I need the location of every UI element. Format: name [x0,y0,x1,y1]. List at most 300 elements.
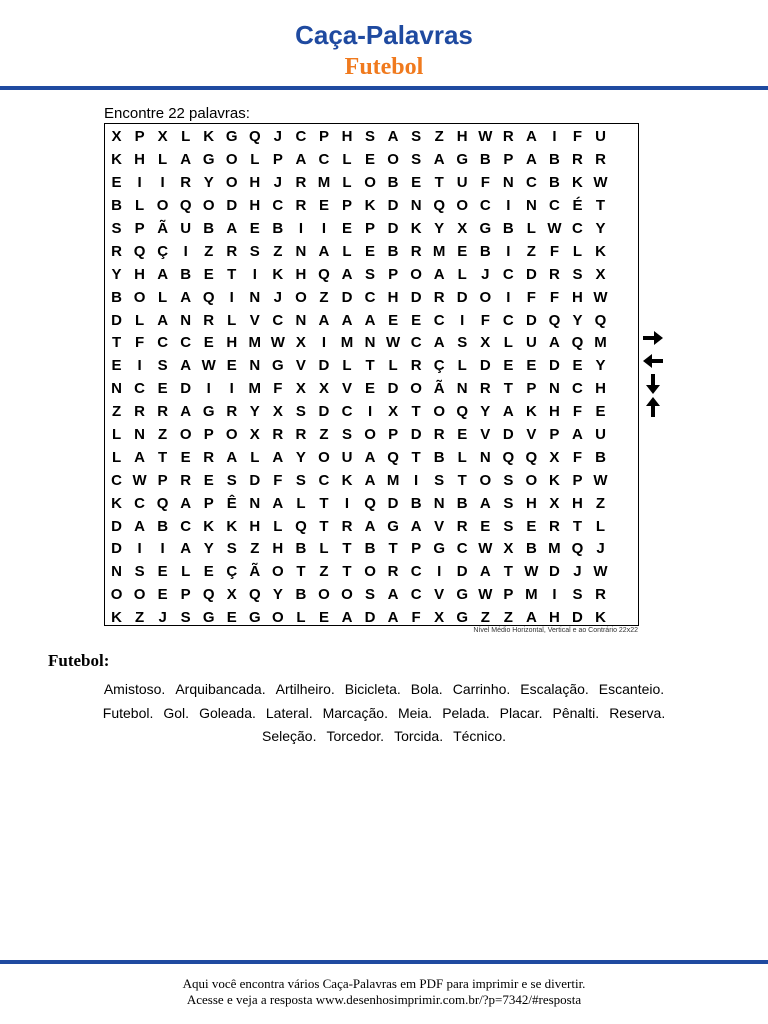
grid-cell: A [226,448,238,466]
grid-cell: Q [594,311,607,329]
grid-row [105,401,640,424]
grid-row [105,584,640,607]
grid-cell: M [386,471,400,489]
grid-cell: K [572,174,583,192]
grid-cell: C [134,380,145,398]
grid-cell: L [181,128,191,146]
grid-cell: T [388,540,398,558]
grid-cell: Y [203,540,214,558]
puzzle-instructions: Encontre 22 palavras: [104,105,250,122]
word-item: Reserva. [609,704,666,721]
grid-cell: L [158,151,168,169]
grid-row [105,149,640,172]
grid-cell: A [157,311,169,329]
grid-cell: A [525,128,537,146]
grid-cell: E [226,609,237,627]
grid-cell: E [226,357,237,375]
grid-cell: H [548,403,560,421]
grid-cell: Q [295,517,307,535]
grid-cell: X [549,448,560,466]
grid-cell: O [456,197,469,215]
grid-cell: H [134,265,145,283]
grid-cell: Z [250,540,260,558]
grid-cell: Z [526,242,536,260]
grid-cell: O [364,174,376,192]
grid-cell: G [225,128,238,146]
grid-cell: E [411,311,422,329]
grid-cell: D [364,609,376,627]
grid-cell: X [157,128,168,146]
grid-cell: E [111,174,122,192]
grid-cell: S [503,517,514,535]
grid-cell: S [457,334,468,352]
grid-cell: L [457,265,467,283]
grid-cell: H [249,174,261,192]
grid-cell: L [273,517,283,535]
word-item: Escanteio. [598,681,665,697]
grid-cell: Q [456,403,469,421]
grid-cell: D [111,517,122,535]
grid-cell: W [593,174,608,192]
grid-cell: K [410,220,422,237]
word-item: Gol. [163,704,190,721]
grid-cell: L [296,609,306,627]
grid-cell: X [457,220,468,237]
grid-cell: I [229,380,234,398]
grid-cell: Z [319,288,329,306]
grid-cell: I [160,540,165,558]
grid-cell: J [273,288,283,306]
grid-cell: N [433,494,445,512]
grid-cell: Q [387,448,399,466]
grid-cell: B [456,494,468,512]
grid-cell: P [388,265,399,283]
grid-cell: A [341,311,353,329]
grid-cell: P [503,586,514,604]
grid-cell: E [203,265,214,283]
grid-cell: E [503,357,514,375]
grid-cell: A [157,265,169,283]
grid-row [105,446,640,469]
grid-cell: D [318,403,330,421]
grid-cell: E [249,220,260,237]
grid-cell: H [548,609,560,627]
grid-cell: T [319,517,329,535]
grid-cell: O [410,380,422,398]
arrow-left-icon [642,349,664,372]
grid-cell: Ê [226,494,237,512]
grid-cell: A [548,334,560,352]
grid-cell: I [344,494,350,512]
grid-cell: R [433,426,445,444]
grid-cell: E [411,174,422,192]
grid-cell: R [387,563,399,581]
word-list [40,678,728,749]
grid-cell: I [137,174,142,192]
grid-row [105,515,640,538]
grid-row [105,195,640,218]
grid-cell: S [365,586,376,604]
grid-cell: G [456,151,469,169]
grid-cell: S [111,220,122,237]
grid-cell: V [249,311,260,329]
grid-cell: I [506,197,511,215]
grid-cell: S [365,128,376,146]
grid-cell: Q [548,311,561,329]
grid-cell: O [202,197,215,215]
word-item: Marcação. [322,704,388,721]
grid-cell: Q [502,448,515,466]
grid-cell: A [364,311,376,329]
grid-cell: D [226,197,238,215]
grid-cell: X [480,334,491,352]
grid-cell: Q [202,586,215,604]
grid-cell: L [134,311,145,329]
grid-cell: Z [111,403,122,421]
grid-cell: Z [595,494,606,512]
grid-cell: R [433,288,445,306]
footer-line-2: Acesse e veja a resposta www.desenhosimprimir.com.br/?p=7342/#resposta [186,992,582,1007]
grid-cell: Q [248,586,261,604]
grid-cell: I [160,174,165,192]
grid-cell: Y [203,174,214,192]
grid-cell: W [270,334,285,352]
grid-cell: E [595,403,606,421]
word-item: Pelada. [442,704,490,721]
grid-cell: A [364,517,376,535]
grid-cell: C [572,380,583,398]
grid-cell: F [480,174,490,192]
grid-cell: P [503,151,514,169]
grid-cell: D [387,220,399,237]
grid-cell: P [341,197,352,215]
grid-cell: S [249,242,260,260]
grid-cell: I [552,128,557,146]
grid-row [105,263,640,286]
grid-cell: U [595,128,606,146]
grid-cell: P [134,128,145,146]
grid-cell: O [318,586,330,604]
grid-cell: C [318,151,330,169]
grid-cell: T [503,563,513,581]
grid-cell: L [526,220,536,237]
grid-cell: S [226,471,237,489]
grid-cell: P [549,426,560,444]
grid-cell: B [548,151,560,169]
grid-cell: Z [319,426,329,444]
grid-cell: W [132,471,147,489]
grid-cell: C [180,334,192,352]
grid-cell: K [226,517,238,535]
grid-cell: H [134,151,145,169]
grid-row [105,355,640,378]
grid-cell: F [134,334,145,352]
grid-cell: H [226,334,238,352]
grid-cell: Y [595,220,606,237]
grid-cell: N [479,448,491,466]
grid-cell: O [225,151,238,169]
word-item: Futebol. [102,704,154,721]
grid-cell: D [572,609,583,627]
grid-cell: C [318,471,330,489]
grid-cell: S [134,563,145,581]
grid-cell: T [227,265,237,283]
grid-row [105,332,640,355]
grid-cell: T [457,471,467,489]
grid-cell: W [547,220,562,237]
grid-cell: A [364,448,376,466]
word-item: Bola. [410,681,443,697]
grid-cell: C [134,494,145,512]
grid-cell: N [364,334,376,352]
grid-cell: E [365,151,376,169]
grid-cell: B [295,586,307,604]
grid-cell: H [249,517,261,535]
grid-cell: B [111,288,122,306]
grid-cell: R [295,197,307,215]
grid-cell: E [572,357,583,375]
word-item: Técnico. [453,728,507,744]
grid-cell: Q [133,242,146,260]
grid-cell: O [225,426,238,444]
grid-cell: E [457,242,468,260]
grid-cell: X [226,586,237,604]
grid-cell: A [180,403,192,421]
grid-cell: N [548,380,560,398]
grid-cell: Q [318,265,330,283]
grid-cell: R [295,174,307,192]
grid-cell: N [456,380,468,398]
grid-cell: L [319,540,329,558]
word-item: Torcida. [394,728,444,744]
grid-cell: G [202,609,215,627]
grid-cell: O [272,609,284,627]
grid-cell: W [386,334,401,352]
grid-cell: X [549,494,560,512]
grid-cell: B [387,174,399,192]
grid-cell: R [203,448,215,466]
grid-cell: E [157,380,168,398]
grid-cell: L [111,448,122,466]
grid-cell: K [111,609,122,627]
grid-cell: H [572,288,583,306]
grid-cell: K [111,494,122,512]
grid-cell: B [410,494,422,512]
word-item: Placar. [499,704,543,721]
grid-cell: Q [571,540,584,558]
grid-cell: I [137,540,142,558]
grid-cell: B [364,540,376,558]
grid-cell: S [434,471,445,489]
grid-cell: Q [179,197,192,215]
grid-cell: R [548,265,560,283]
grid-cell: L [342,151,352,169]
grid-row [105,309,640,332]
grid-cell: D [548,563,560,581]
grid-cell: L [342,174,352,192]
grid-cell: B [180,265,192,283]
grid-cell: I [414,471,419,489]
word-item: Artilheiro. [275,681,335,697]
grid-cell: J [158,609,167,627]
grid-cell: B [502,220,514,237]
grid-cell: F [549,288,559,306]
grid-cell: N [249,288,261,306]
grid-cell: S [572,586,583,604]
grid-cell: X [318,380,329,398]
grid-cell: C [525,174,537,192]
grid-cell: O [341,586,353,604]
grid-cell: Q [433,197,446,215]
grid-cell: J [481,265,490,283]
grid-cell: H [525,494,537,512]
direction-arrows [642,326,664,418]
grid-cell: E [203,334,214,352]
grid-cell: I [298,220,303,237]
grid-row [105,286,640,309]
grid-cell: G [202,151,215,169]
grid-cell: A [134,517,145,535]
grid-cell: O [525,471,538,489]
grid-cell: R [272,426,284,444]
grid-cell: Ç [157,242,169,260]
grid-cell: E [157,563,168,581]
grid-cell: Z [434,128,444,146]
grid-cell: T [595,197,606,215]
grid-cell: Z [158,426,168,444]
grid-cell: E [388,311,399,329]
word-list-line [40,702,728,726]
grid-cell: C [157,334,169,352]
grid-cell: É [572,197,583,215]
grid-cell: E [341,220,352,237]
grid-cell: M [548,540,561,558]
grid-cell: Z [273,242,283,260]
grid-cell: D [318,357,330,375]
grid-cell: X [249,426,260,444]
grid-cell: D [410,288,422,306]
grid-cell: Ç [433,357,445,375]
grid-cell: A [295,151,307,169]
grid-cell: S [572,265,583,283]
grid-cell: D [525,311,537,329]
grid-row [105,538,640,561]
grid-cell: R [134,403,145,421]
grid-cell: E [111,357,122,375]
grid-cell: M [248,380,262,398]
grid-cell: Ç [226,563,238,581]
grid-cell: P [180,586,191,604]
grid-cell: R [595,151,606,169]
grid-cell: J [596,540,605,558]
grid-cell: Q [364,494,376,512]
grid-cell: Z [480,609,490,627]
grid-cell: P [134,220,145,237]
grid-cell: W [478,586,493,604]
arrow-down-icon [642,372,664,395]
grid-cell: W [593,288,608,306]
grid-cell: R [595,586,606,604]
grid-cell: N [111,563,122,581]
grid-cell: B [272,220,284,237]
word-item: Seleção. [261,728,317,744]
page-subtitle: Futebol [344,54,424,80]
word-item: Carrinho. [452,681,511,697]
grid-cell: C [410,586,422,604]
grid-cell: W [593,563,608,581]
grid-cell: Y [249,403,260,421]
grid-cell: I [437,563,442,581]
grid-cell: B [295,540,307,558]
word-item: Goleada. [199,704,256,721]
arrow-up-icon [642,395,664,418]
grid-cell: W [593,471,608,489]
grid-cell: R [548,517,560,535]
grid-cell: C [410,334,422,352]
word-search-grid [105,126,640,630]
grid-cell: C [479,197,491,215]
grid-cell: N [249,494,261,512]
grid-cell: A [525,151,537,169]
grid-cell: C [572,220,583,237]
grid-cell: E [526,357,537,375]
grid-cell: T [572,517,583,535]
grid-cell: T [365,357,375,375]
grid-cell: C [295,128,307,146]
grid-cell: G [456,609,469,627]
footer-divider [0,960,768,964]
grid-cell: R [410,357,422,375]
grid-cell: A [433,265,445,283]
grid-cell: I [252,265,257,283]
grid-cell: H [456,128,468,146]
footer-line-1: Aqui você encontra vários Caça-Palavras em PDF para imprimir e se divertir. [182,976,586,991]
grid-cell: S [411,151,422,169]
grid-cell: A [387,609,399,627]
grid-row [105,378,640,401]
grid-cell: P [157,471,168,489]
grid-cell: R [226,242,238,260]
grid-cell: A [572,426,583,444]
grid-cell: R [180,174,192,192]
header-divider [0,86,768,90]
grid-cell: H [341,128,353,146]
grid-cell: L [111,426,122,444]
grid-cell: Y [111,265,122,283]
grid-cell: R [157,403,169,421]
grid-cell: L [595,517,606,535]
grid-cell: B [157,517,169,535]
grid-cell: G [202,403,215,421]
grid-cell: F [549,242,559,260]
grid-cell: X [503,540,514,558]
grid-cell: O [272,563,284,581]
grid-cell: D [180,380,192,398]
grid-cell: J [573,563,582,581]
grid-cell: D [456,288,468,306]
grid-cell: A [180,494,192,512]
grid-cell: I [552,586,557,604]
grid-cell: O [225,174,238,192]
grid-cell: P [203,494,214,512]
grid-cell: A [525,609,537,627]
grid-cell: P [203,426,214,444]
grid-cell: C [502,265,514,283]
grid-cell: N [134,426,145,444]
grid-row [105,240,640,263]
grid-cell: X [595,265,606,283]
grid-cell: O [179,426,192,444]
